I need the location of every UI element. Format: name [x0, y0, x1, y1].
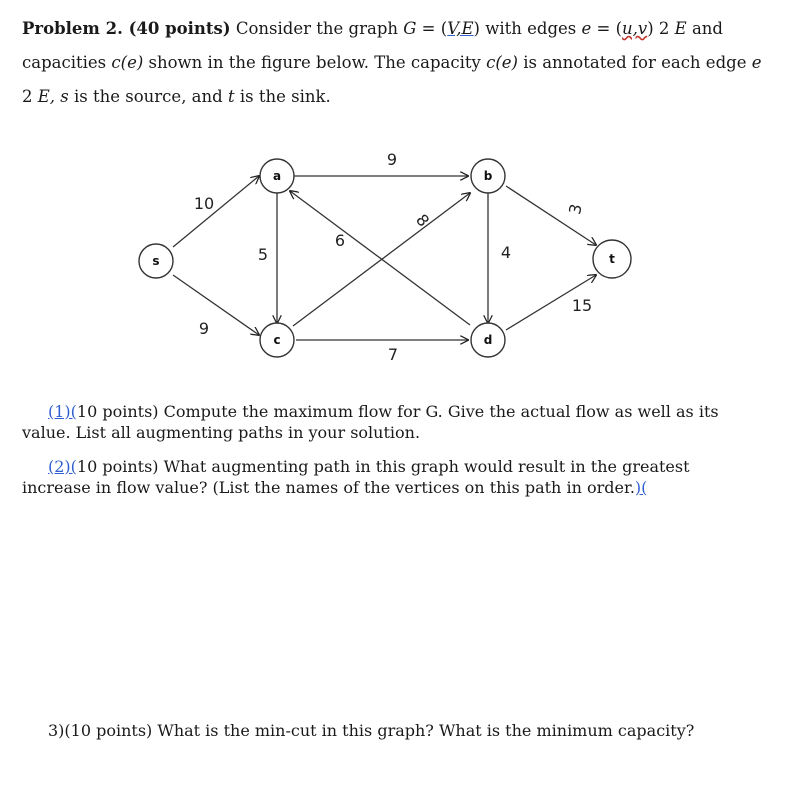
node-label-a: a [272, 169, 282, 183]
text: is annotated for each edge [517, 53, 752, 72]
var-VE: V,E [447, 19, 474, 38]
question-3 [48, 720, 788, 741]
text: and capacities [22, 19, 723, 72]
edge-s-c [173, 275, 259, 335]
edge-s-a [173, 176, 259, 247]
text: ) with edges [473, 19, 582, 38]
var-uv: u,v [622, 19, 648, 38]
var-e: e [581, 19, 592, 38]
question-1-text: 10 points) Compute the maximum flow for G. Give the actual flow as well as its value. List all augmenting paths in your solution. [22, 402, 719, 442]
capacity-a-b: 9 [386, 150, 398, 169]
var-E-s: E, s [37, 87, 69, 106]
question-2-text: 10 points) What augmenting path in this graph would result in the greatest increase in flow value? (List the names of the vertices on this path in order. [22, 457, 690, 497]
capacity-b-t: 3 [565, 202, 586, 217]
text: ) 2 [647, 19, 675, 38]
capacity-s-c: 9 [198, 319, 210, 338]
capacity-c-d: 7 [387, 345, 399, 364]
text: is the sink. [234, 87, 331, 106]
text: 2 [22, 87, 38, 106]
var-ce: c(e) [486, 53, 518, 72]
question-2-end-mark: )( [634, 478, 648, 497]
text: = ( [416, 19, 448, 38]
capacity-b-c: 8 [412, 210, 434, 231]
capacity-s-a: 10 [193, 194, 215, 213]
node-label-b: b [483, 169, 493, 183]
text: Consider the graph [230, 19, 404, 38]
node-label-c: c [273, 333, 281, 347]
var-ce: c(e) [111, 53, 144, 72]
var-e: e [751, 53, 762, 72]
node-label-s: s [152, 254, 160, 268]
question-3-text: 3)(10 points) What is the min-cut in this graph? What is the minimum capacity? [48, 721, 695, 740]
node-label-t: t [609, 252, 615, 266]
var-G: G [403, 19, 417, 38]
node-label-d: d [483, 333, 493, 347]
flow-network-graph [0, 0, 788, 400]
capacity-b-d: 4 [500, 243, 512, 262]
capacity-d-t: 15 [571, 296, 593, 315]
capacity-c-a: 6 [334, 231, 346, 250]
problem-title: Problem 2. (40 points) [22, 19, 231, 38]
question-1-mark: (1)( [48, 402, 77, 421]
text: is the source, and [68, 87, 228, 106]
var-t: t [227, 87, 235, 106]
edge-d-a [290, 191, 470, 325]
capacity-a-c: 5 [257, 245, 269, 264]
text: = ( [591, 19, 623, 38]
text: shown in the figure below. The capacity [143, 53, 487, 72]
question-2 [22, 456, 762, 498]
var-E: E [674, 19, 687, 38]
question-1 [22, 401, 762, 443]
question-2-mark: (2)( [48, 457, 77, 476]
